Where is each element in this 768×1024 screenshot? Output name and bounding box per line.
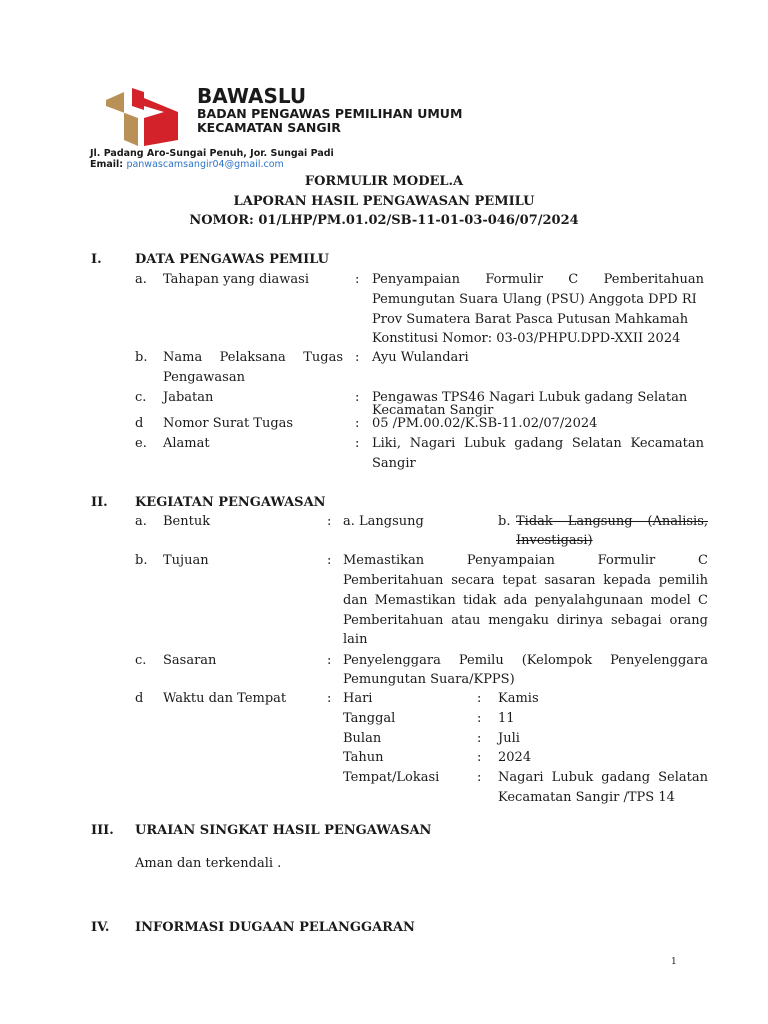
colon: :: [477, 731, 482, 746]
section3-body: Aman dan terkendali .: [135, 856, 282, 871]
lokasi-label: Tempat/Lokasi: [343, 770, 440, 785]
tahun-value: 2024: [498, 750, 532, 765]
section1-number: I.: [91, 252, 102, 267]
logo-red-top: [132, 88, 144, 110]
org-line2: KECAMATAN SANGIR: [197, 120, 341, 135]
bentuk-option-langsung: a. Langsung: [343, 514, 424, 529]
tujuan-value-line: Pemberitahuan atau mengaku dirinya sebagai orang: [343, 613, 708, 628]
report-number: NOMOR: 01/LHP/PM.01.02/SB-11-01-03-046/07/2024: [189, 213, 579, 228]
section3-number: III.: [91, 823, 114, 838]
alamat-label: Alamat: [163, 436, 210, 451]
pelaksana-label-line: Pengawasan: [163, 370, 245, 385]
bentuk-option-tidak-langsung: Investigasi): [516, 533, 593, 548]
tahun-label: Tahun: [343, 750, 384, 765]
tujuan-value-line: dan Memastikan tidak ada penyalahgunaan model C: [343, 593, 708, 608]
colon: :: [355, 416, 360, 431]
tujuan-value-line: lain: [343, 632, 368, 647]
org-address: Jl. Padang Aro-Sungai Penuh, Jor. Sungai Padi: [90, 148, 334, 159]
email-link[interactable]: panwascamsangir04@gmail.com: [126, 159, 284, 170]
bulan-label: Bulan: [343, 731, 382, 746]
section2-number: II.: [91, 495, 108, 510]
lokasi-value-line: Nagari Lubuk gadang Selatan: [498, 770, 708, 785]
section1-heading: DATA PENGAWAS PEMILU: [135, 252, 330, 267]
colon: :: [477, 750, 482, 765]
alamat-value-line: Liki, Nagari Lubuk gadang Selatan Kecamatan: [372, 436, 704, 451]
bentuk-label: Bentuk: [163, 514, 211, 529]
colon: :: [477, 691, 482, 706]
report-title: LAPORAN HASIL PENGAWASAN PEMILU: [233, 194, 535, 209]
jabatan-value-line: Pengawas TPS46 Nagari Lubuk gadang Selatan: [372, 390, 688, 405]
pelaksana-label-line: Nama Pelaksana Tugas: [163, 350, 343, 365]
colon: :: [327, 653, 332, 668]
section4-heading: INFORMASI DUGAAN PELANGGARAN: [135, 920, 415, 935]
section4-number: IV.: [91, 920, 110, 935]
item-letter: c.: [135, 390, 147, 405]
sasaran-value-line: Pemungutan Suara/KPPS): [343, 672, 515, 687]
item-letter: a.: [135, 514, 147, 529]
item-letter: c.: [135, 653, 147, 668]
colon: :: [477, 711, 482, 726]
bawaslu-logo: [104, 88, 180, 146]
item-letter: b.: [135, 350, 148, 365]
tujuan-value-line: Memastikan Penyampaian Formulir C: [343, 553, 708, 568]
bentuk-option-tidak-langsung: Tidak Langsung (Analisis,: [516, 514, 708, 529]
item-letter: b.: [135, 553, 148, 568]
tujuan-label: Tujuan: [163, 553, 209, 568]
item-letter: d: [135, 416, 144, 431]
jabatan-label: Jabatan: [163, 390, 214, 405]
item-letter: a.: [135, 272, 147, 287]
tahapan-value-line: Prov Sumatera Barat Pasca Putusan Mahkamah: [372, 312, 689, 327]
section2-heading: KEGIATAN PENGAWASAN: [135, 495, 326, 510]
jabatan-value-line: Kecamatan Sangir: [372, 403, 494, 418]
colon: :: [355, 390, 360, 405]
colon: :: [327, 514, 332, 529]
colon: :: [477, 770, 482, 785]
tujuan-value-line: Pemberitahuan secara tepat sasaran kepada pemilih: [343, 573, 708, 588]
logo-red-right: [144, 98, 178, 146]
tahapan-label: Tahapan yang diawasi: [163, 272, 309, 287]
pelaksana-name: Ayu Wulandari: [372, 350, 469, 365]
sasaran-value-line: Penyelenggara Pemilu (Kelompok Penyelenggara: [343, 653, 708, 668]
org-short-name: BAWASLU: [197, 84, 307, 108]
bulan-value: Juli: [498, 731, 520, 746]
alamat-value-line: Sangir: [372, 456, 416, 471]
tahapan-value-line: Konstitusi Nomor: 03-03/PHPU.DPD-XXII 2024: [372, 331, 681, 346]
bentuk-option-b-prefix: b.: [498, 514, 511, 529]
tanggal-label: Tanggal: [343, 711, 396, 726]
surat-tugas-value: 05 /PM.00.02/K.SB-11.02/07/2024: [372, 416, 598, 431]
waktu-label: Waktu dan Tempat: [163, 691, 287, 706]
tahapan-value-line: Pemungutan Suara Ulang (PSU) Anggota DPD RI: [372, 292, 697, 307]
colon: :: [327, 691, 332, 706]
colon: :: [355, 436, 360, 451]
section3-heading: URAIAN SINGKAT HASIL PENGAWASAN: [135, 823, 432, 838]
tahapan-value-line: Penyampaian Formulir C Pemberitahuan: [372, 272, 704, 287]
org-email-line: [90, 159, 284, 170]
hari-label: Hari: [343, 691, 373, 706]
colon: :: [355, 272, 360, 287]
org-line1: BADAN PENGAWAS PEMILIHAN UMUM: [197, 106, 463, 121]
item-letter: d: [135, 691, 144, 706]
colon: :: [327, 553, 332, 568]
form-title: FORMULIR MODEL.A: [304, 174, 464, 189]
sasaran-label: Sasaran: [163, 653, 217, 668]
tanggal-value: 11: [498, 711, 515, 726]
lokasi-value-line: Kecamatan Sangir /TPS 14: [498, 790, 675, 805]
item-letter: e.: [135, 436, 147, 451]
page-number: 1: [671, 957, 677, 967]
surat-tugas-label: Nomor Surat Tugas: [163, 416, 294, 431]
hari-value: Kamis: [498, 691, 539, 706]
email-label: Email:: [90, 159, 124, 170]
colon: :: [355, 350, 360, 365]
